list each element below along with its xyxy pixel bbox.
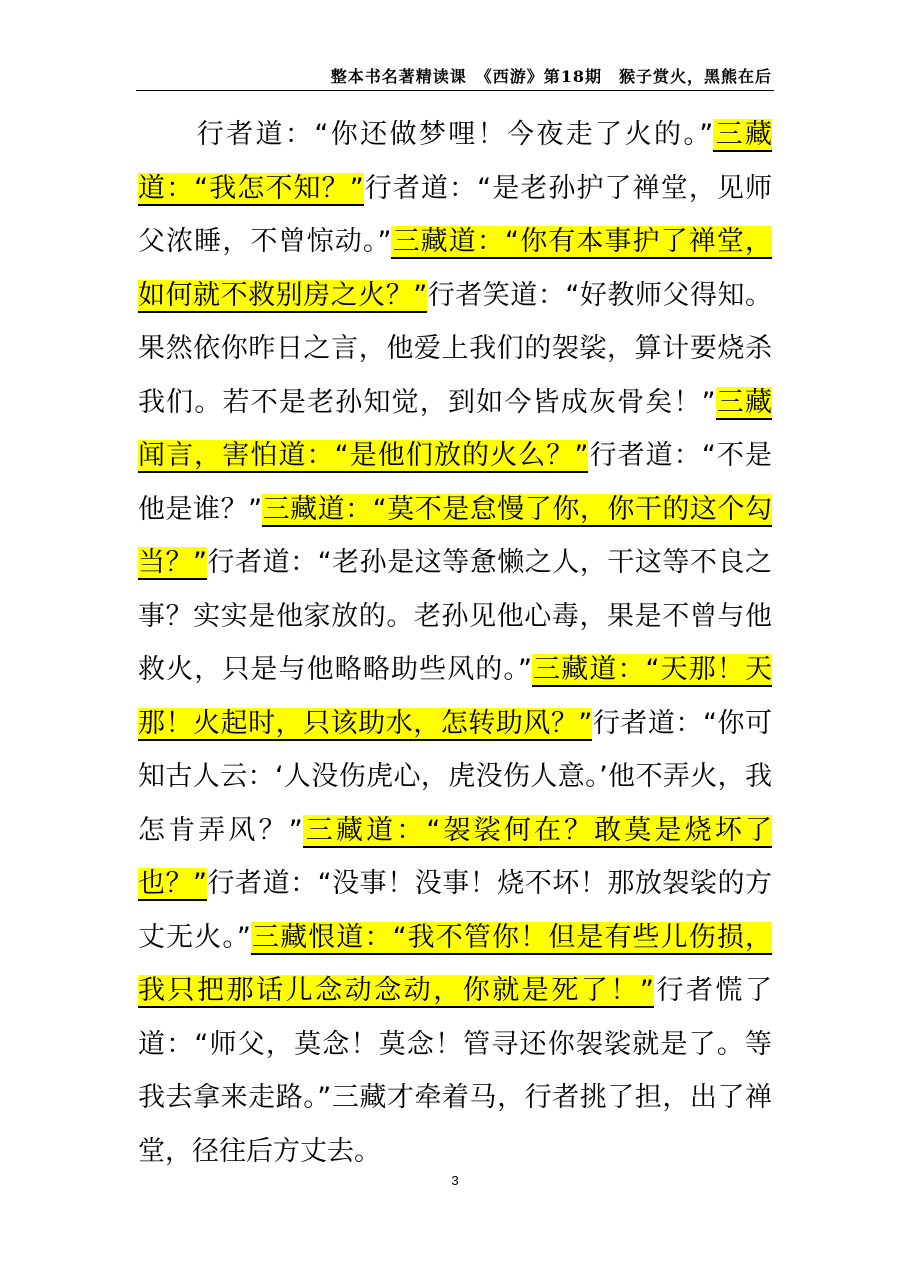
narration-segment: 行者道：“你还做梦哩！今夜走了火的。” <box>138 119 714 150</box>
highlighted-sanzang-line: 三藏恨道：“我不管你！但是有些儿伤损，我只把那话儿念动念动，你就是死了！” <box>138 921 772 1006</box>
highlighted-sanzang-line: 三藏闻言，害怕道：“是他们放的火么？” <box>138 386 772 471</box>
narration-segment: 行者道：“不是他是谁？” <box>138 440 772 525</box>
narration-segment: 行者道：“没事！没事！烧不坏！那放袈裟的方丈无火。” <box>138 868 772 953</box>
header-divider <box>136 90 774 91</box>
narration-segment: 行者道：“老孙是这等惫懒之人，干这等不良之事？实实是他家放的。老孙见他心毒，果是不曾与他救火，只是与他略略助些风的。” <box>138 547 772 685</box>
highlighted-sanzang-line: 三藏道：“莫不是怠慢了你，你干的这个勾当？” <box>138 493 772 578</box>
highlighted-sanzang-line: 三藏道：“袈裟何在？敢莫是烧坏了也？” <box>138 814 772 899</box>
narration-segment: 行者笑道：“好教师父得知。果然依你昨日之言，他爱上我们的袈裟，算计要烧杀我们。若不是老孙知觉，到如今皆成灰骨矣！” <box>138 279 772 418</box>
running-header: 整本书名著精读课 《西游》第18期 猴子赏火，黑熊在后 <box>330 67 772 86</box>
body-paragraph <box>138 108 772 1178</box>
narration-segment: 行者慌了道：“师父，莫念！莫念！管寻还你袈裟就是了。等我去拿来走路。”三藏才牵着马，行者挑了担，出了禅堂，径往后方丈去。 <box>138 975 773 1167</box>
highlighted-sanzang-line: 三藏道：“我怎不知？” <box>138 119 772 204</box>
narration-segment: 行者道：“你可知古人云：‘人没伤虎心，虎没伤人意。’他不弄火，我怎肯弄风？” <box>138 707 772 846</box>
page-number: 3 <box>451 1173 459 1188</box>
highlighted-sanzang-line: 三藏道：“天那！天那！火起时，只该助水，怎转助风？” <box>138 654 772 739</box>
narration-segment: 行者道：“是老孙护了禅堂，见师父浓睡，不曾惊动。” <box>138 172 772 257</box>
highlighted-sanzang-line: 三藏道：“你有本事护了禅堂，如何就不救别房之火？” <box>138 226 772 311</box>
